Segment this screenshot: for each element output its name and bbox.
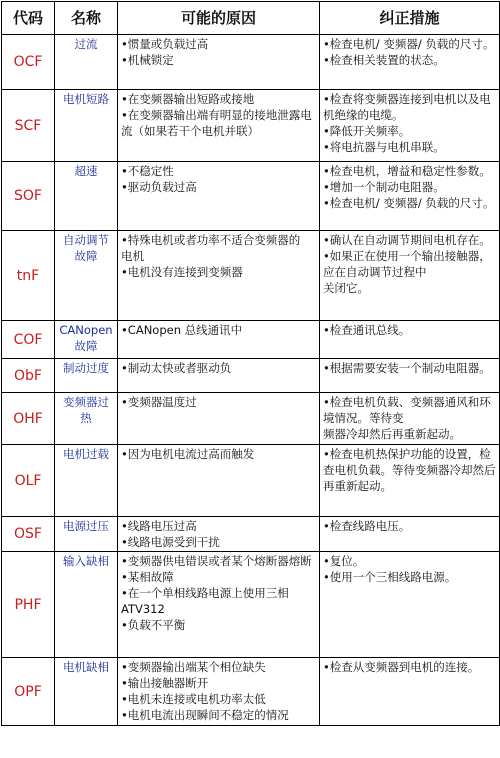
possible-causes <box>118 445 320 517</box>
table-row <box>2 658 500 726</box>
table-row <box>2 231 500 321</box>
corrective-actions <box>320 393 500 445</box>
fault-code: OSF <box>2 517 55 552</box>
cause-item: • 特殊电机或者功率不适合变频器的 <box>121 232 316 248</box>
cause-item: • 电机没有连接到变频器 <box>121 264 316 280</box>
fault-name <box>55 393 118 445</box>
corrective-actions <box>320 321 500 359</box>
fault-code: OLF <box>2 445 55 517</box>
cause-item: • 某相故障 <box>121 569 316 585</box>
fault-name-line: 输入缺相 <box>63 554 109 568</box>
action-item: • 检查相关装置的状态。 <box>323 52 496 68</box>
fault-name-line: 故障 <box>74 249 98 263</box>
fault-name-line: 变频器过 <box>63 395 109 409</box>
cause-item: • 线路电压过高 <box>121 518 316 534</box>
possible-causes <box>118 231 320 321</box>
fault-name <box>55 35 118 90</box>
header-actions: 纠正措施 <box>320 2 500 35</box>
header-causes: 可能的原因 <box>118 2 320 35</box>
fault-code: ObF <box>2 359 55 393</box>
cause-item: • 线路电源受到干扰 <box>121 534 316 550</box>
corrective-actions <box>320 658 500 726</box>
fault-name-line: 电源过压 <box>63 519 109 533</box>
fault-code: tnF <box>2 231 55 321</box>
header-row <box>2 2 500 35</box>
header-name: 名称 <box>55 2 118 35</box>
fault-name-line: 电机缺相 <box>63 660 109 674</box>
fault-name <box>55 359 118 393</box>
possible-causes <box>118 162 320 231</box>
cause-item: • 制动太快或者驱动负 <box>121 360 316 376</box>
fault-name <box>55 231 118 321</box>
possible-causes <box>118 552 320 658</box>
cause-item: • 在一个单相线路电源上使用三相 ATV312 <box>121 585 316 617</box>
action-item: 频器冷却然后再重新起动。 <box>323 427 461 441</box>
cause-item: • 变频器温度过 <box>121 394 316 410</box>
action-item: • 检查从变频器到电机的连接。 <box>323 659 496 675</box>
corrective-actions <box>320 517 500 552</box>
action-item: • 将电抗器与电机串联。 <box>323 139 496 155</box>
possible-causes <box>118 393 320 445</box>
table-row <box>2 445 500 517</box>
fault-name <box>55 321 118 359</box>
action-item: • 检查将变频器连接到电机以及电机绝缘的电缆。 <box>323 91 496 123</box>
action-item: • 检查电机负载、变频器通风和环境情况。等待变 <box>323 394 496 426</box>
fault-name <box>55 90 118 162</box>
cause-item: • 负载不平衡 <box>121 617 316 633</box>
possible-causes <box>118 517 320 552</box>
action-item: • 复位。 <box>323 553 496 569</box>
action-item: • 根据需要安装一个制动电阻器。 <box>323 360 496 376</box>
fault-name-line: 故障 <box>74 339 98 353</box>
cause-item: • 因为电机电流过高而触发 <box>121 446 316 462</box>
action-item: • 检查电机，增益和稳定性参数。 <box>323 163 496 179</box>
cause-item: • 不稳定性 <box>121 163 316 179</box>
fault-code: OPF <box>2 658 55 726</box>
fault-name-line: 电机短路 <box>63 92 109 106</box>
action-item: • 检查电机/ 变频器/ 负载的尺寸。 <box>323 195 496 211</box>
possible-causes <box>118 359 320 393</box>
possible-causes <box>118 321 320 359</box>
cause-item: 电机 <box>121 249 144 263</box>
action-item: • 检查通讯总线。 <box>323 322 496 338</box>
table-row <box>2 321 500 359</box>
fault-code: PHF <box>2 552 55 658</box>
action-item: • 检查电机热保护功能的设置，检查电机负载。等待变频器冷却然后 <box>323 446 496 478</box>
action-item: • 增加一个制动电阻器。 <box>323 179 496 195</box>
table-row <box>2 393 500 445</box>
cause-item: • 机械锁定 <box>121 52 316 68</box>
corrective-actions <box>320 162 500 231</box>
corrective-actions <box>320 445 500 517</box>
table-row <box>2 517 500 552</box>
fault-name <box>55 552 118 658</box>
fault-code-table <box>1 1 500 726</box>
cause-item: • 驱动负载过高 <box>121 179 316 195</box>
cause-item: • CANopen 总线通讯中 <box>121 322 316 338</box>
table-row <box>2 90 500 162</box>
cause-item: • 惯量或负载过高 <box>121 36 316 52</box>
table-row <box>2 35 500 90</box>
action-item: 关闭它。 <box>323 281 369 295</box>
cause-item: • 在变频器输出短路或接地 <box>121 91 316 107</box>
fault-name-line: 制动过度 <box>63 361 109 375</box>
cause-item: • 电机电流出现瞬间不稳定的情况 <box>121 707 316 723</box>
table-row <box>2 359 500 393</box>
fault-name-line: 超速 <box>74 164 98 178</box>
fault-name-line: 自动调节 <box>63 233 109 247</box>
table-body <box>2 35 500 726</box>
cause-item: 流（如果若干个电机并联） <box>121 124 259 138</box>
fault-code: OHF <box>2 393 55 445</box>
fault-name-line: CANopen <box>59 323 113 337</box>
cause-item: • 变频器供电错误或者某个熔断器熔断 <box>121 553 316 569</box>
fault-code: SOF <box>2 162 55 231</box>
fault-name-line: 热 <box>80 411 92 425</box>
fault-code: OCF <box>2 35 55 90</box>
table-row <box>2 162 500 231</box>
possible-causes <box>118 35 320 90</box>
corrective-actions <box>320 231 500 321</box>
action-item: • 降低开关频率。 <box>323 123 496 139</box>
fault-code: COF <box>2 321 55 359</box>
fault-name <box>55 445 118 517</box>
header-code: 代码 <box>2 2 55 35</box>
action-item: 再重新起动。 <box>323 479 392 493</box>
corrective-actions <box>320 35 500 90</box>
fault-name <box>55 517 118 552</box>
fault-name <box>55 658 118 726</box>
corrective-actions <box>320 552 500 658</box>
fault-name-line: 电机过载 <box>63 447 109 461</box>
action-item: • 使用一个三相线路电源。 <box>323 569 496 585</box>
table-row <box>2 552 500 658</box>
cause-item: • 变频器输出端某个相位缺失 <box>121 659 316 675</box>
action-item: • 确认在自动调节期间电机存在。 <box>323 232 496 248</box>
cause-item: • 电机未连接或电机功率太低 <box>121 691 316 707</box>
possible-causes <box>118 658 320 726</box>
action-item: • 检查电机/ 变频器/ 负载的尺寸。 <box>323 36 496 52</box>
cause-item: • 输出接触器断开 <box>121 675 316 691</box>
cause-item: • 在变频器输出端有明显的接地泄露电 <box>121 107 316 123</box>
action-item: • 如果正在使用一个输出接触器，应在自动调节过程中 <box>323 248 496 280</box>
action-item: • 检查线路电压。 <box>323 518 496 534</box>
corrective-actions <box>320 359 500 393</box>
possible-causes <box>118 90 320 162</box>
corrective-actions <box>320 90 500 162</box>
fault-name-line: 过流 <box>74 37 98 51</box>
fault-name <box>55 162 118 231</box>
fault-code: SCF <box>2 90 55 162</box>
